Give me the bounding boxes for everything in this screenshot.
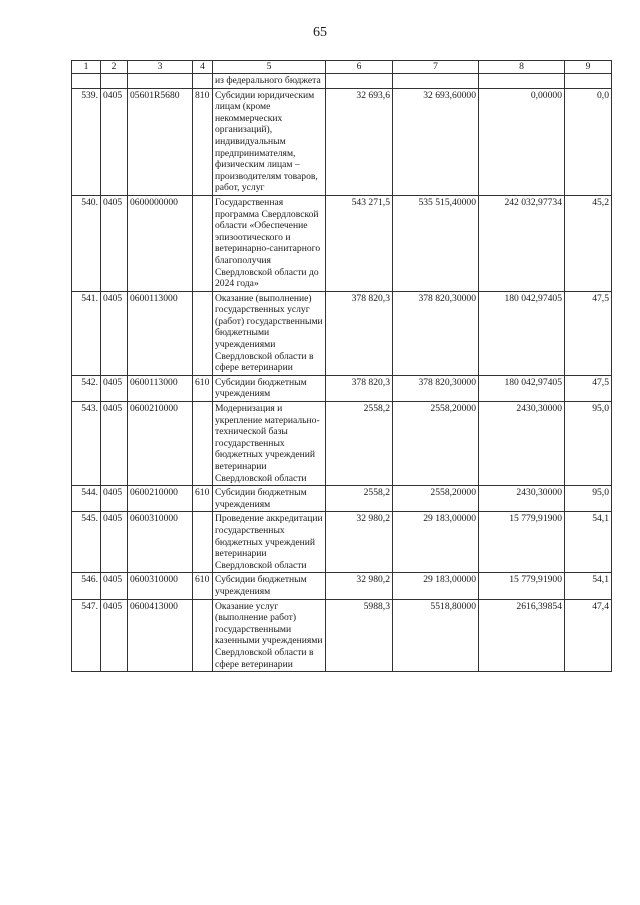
header-col-1: 1 [72, 61, 101, 74]
header-col-7: 7 [393, 61, 479, 74]
expense-type-code: 610 [193, 573, 213, 599]
value-col-8: 2430,30000 [479, 402, 565, 486]
item-name: Оказание услуг (выполнение работ) государственными казенными учреждениями Свердловской области в сфере ветеринарии [213, 599, 326, 672]
value-col-7: 2558,20000 [393, 486, 479, 512]
value-col-6: 378 820,3 [326, 375, 393, 401]
target-code: 0600413000 [128, 599, 193, 672]
value-col-8: 2616,39854 [479, 599, 565, 672]
section-code: 0405 [101, 291, 128, 375]
value-col-8: 242 032,97734 [479, 195, 565, 291]
budget-table [71, 60, 612, 672]
value-col-9: 0,0 [565, 88, 612, 195]
value-col-9: 45,2 [565, 195, 612, 291]
value-col-8: 180 042,97405 [479, 291, 565, 375]
value-col-6: 32 693,6 [326, 88, 393, 195]
value-col-8: 15 779,91900 [479, 573, 565, 599]
section-code: 0405 [101, 599, 128, 672]
table-row [72, 512, 612, 573]
item-name: Модернизация и укрепление материально-технической базы государственных бюджетных учреждений ветеринарии Свердловской области [213, 402, 326, 486]
section-code: 0405 [101, 195, 128, 291]
row-number [72, 74, 101, 89]
value-col-6: 378 820,3 [326, 291, 393, 375]
target-code: 0600113000 [128, 291, 193, 375]
table-row [72, 291, 612, 375]
value-col-6: 2558,2 [326, 486, 393, 512]
item-name: Субсидии юридическим лицам (кроме некоммерческих организаций), индивидуальным предпринимателям, физическим лицам – производителям товаров, работ, услуг [213, 88, 326, 195]
target-code [128, 74, 193, 89]
section-code: 0405 [101, 512, 128, 573]
section-code [101, 74, 128, 89]
expense-type-code: 610 [193, 486, 213, 512]
table-row [72, 402, 612, 486]
section-code: 0405 [101, 486, 128, 512]
expense-type-code: 610 [193, 375, 213, 401]
value-col-9 [565, 74, 612, 89]
expense-type-code: 810 [193, 88, 213, 195]
value-col-7: 29 183,00000 [393, 512, 479, 573]
header-col-8: 8 [479, 61, 565, 74]
expense-type-code [193, 291, 213, 375]
value-col-7: 2558,20000 [393, 402, 479, 486]
row-number: 545. [72, 512, 101, 573]
value-col-9: 95,0 [565, 402, 612, 486]
table-row [72, 88, 612, 195]
value-col-6: 5988,3 [326, 599, 393, 672]
value-col-7: 29 183,00000 [393, 573, 479, 599]
header-col-2: 2 [101, 61, 128, 74]
section-code: 0405 [101, 573, 128, 599]
target-code: 0600000000 [128, 195, 193, 291]
row-number: 540. [72, 195, 101, 291]
value-col-9: 54,1 [565, 512, 612, 573]
target-code: 05601R5680 [128, 88, 193, 195]
value-col-7: 378 820,30000 [393, 291, 479, 375]
header-col-3: 3 [128, 61, 193, 74]
value-col-9: 47,4 [565, 599, 612, 672]
row-number: 542. [72, 375, 101, 401]
value-col-7 [393, 74, 479, 89]
value-col-8: 2430,30000 [479, 486, 565, 512]
value-col-9: 54,1 [565, 573, 612, 599]
value-col-6: 543 271,5 [326, 195, 393, 291]
table-header-row [72, 61, 612, 74]
value-col-9: 47,5 [565, 375, 612, 401]
value-col-7: 32 693,60000 [393, 88, 479, 195]
target-code: 0600113000 [128, 375, 193, 401]
expense-type-code [193, 195, 213, 291]
item-name: из федерального бюджета [213, 74, 326, 89]
expense-type-code [193, 74, 213, 89]
target-code: 0600210000 [128, 402, 193, 486]
row-number: 539. [72, 88, 101, 195]
table-row [72, 195, 612, 291]
value-col-6 [326, 74, 393, 89]
page-number: 65 [313, 25, 327, 40]
row-number: 543. [72, 402, 101, 486]
table-row [72, 74, 612, 89]
table-row [72, 573, 612, 599]
value-col-7: 378 820,30000 [393, 375, 479, 401]
header-col-5: 5 [213, 61, 326, 74]
item-name: Проведение аккредитации государственных бюджетных учреждений ветеринарии Свердловской области [213, 512, 326, 573]
row-number: 546. [72, 573, 101, 599]
value-col-7: 5518,80000 [393, 599, 479, 672]
item-name: Субсидии бюджетным учреждениям [213, 486, 326, 512]
value-col-8 [479, 74, 565, 89]
value-col-6: 32 980,2 [326, 512, 393, 573]
value-col-8: 180 042,97405 [479, 375, 565, 401]
row-number: 541. [72, 291, 101, 375]
section-code: 0405 [101, 402, 128, 486]
target-code: 0600310000 [128, 573, 193, 599]
header-col-6: 6 [326, 61, 393, 74]
section-code: 0405 [101, 88, 128, 195]
expense-type-code [193, 512, 213, 573]
item-name: Субсидии бюджетным учреждениям [213, 375, 326, 401]
header-col-4: 4 [193, 61, 213, 74]
row-number: 547. [72, 599, 101, 672]
value-col-6: 2558,2 [326, 402, 393, 486]
value-col-9: 95,0 [565, 486, 612, 512]
target-code: 0600310000 [128, 512, 193, 573]
expense-type-code [193, 402, 213, 486]
value-col-8: 0,00000 [479, 88, 565, 195]
item-name: Субсидии бюджетным учреждениям [213, 573, 326, 599]
expense-type-code [193, 599, 213, 672]
value-col-9: 47,5 [565, 291, 612, 375]
value-col-7: 535 515,40000 [393, 195, 479, 291]
section-code: 0405 [101, 375, 128, 401]
value-col-8: 15 779,91900 [479, 512, 565, 573]
table-row [72, 599, 612, 672]
header-col-9: 9 [565, 61, 612, 74]
table-row [72, 375, 612, 401]
table-row [72, 486, 612, 512]
item-name: Оказание (выполнение) государственных услуг (работ) государственными бюджетными учреждениями Свердловской области в сфере ветеринарии [213, 291, 326, 375]
item-name: Государственная программа Свердловской области «Обеспечение эпизоотического и ветеринарно-санитарного благополучия Свердловской области до 2024 года» [213, 195, 326, 291]
value-col-6: 32 980,2 [326, 573, 393, 599]
row-number: 544. [72, 486, 101, 512]
target-code: 0600210000 [128, 486, 193, 512]
